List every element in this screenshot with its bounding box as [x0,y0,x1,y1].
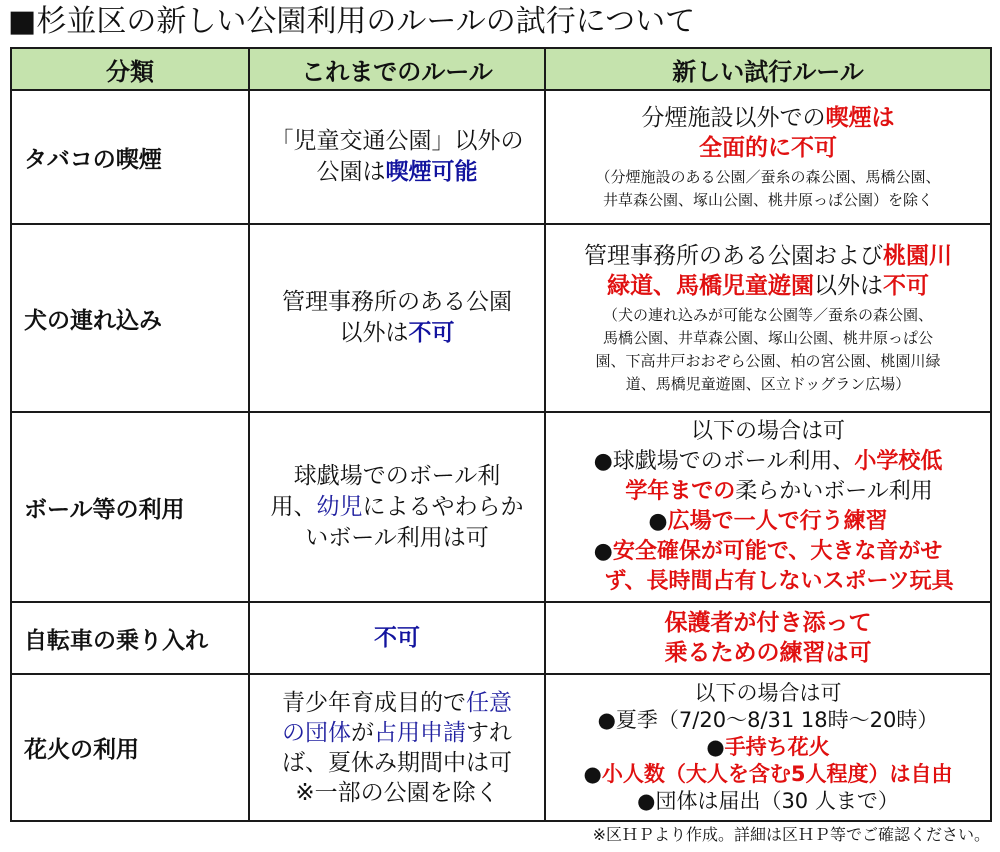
old-rule-text: いボール利用は可 [305,524,489,551]
highlight-text: 全面的に不可 [699,134,837,161]
new-rule-text: 管理事務所のある公園および [584,242,883,269]
old-rule-text: 用、 [270,493,317,520]
bullet-item [552,537,984,567]
highlight-text: 喫煙可能 [385,159,478,185]
new-rule-heading: 以下の場合は可 [690,419,845,444]
old-rule-cell [249,412,545,602]
highlight-text: 小人数（大人を含む5人程度）は自由 [601,762,953,786]
old-rule-line [258,688,536,718]
old-rule-cell [249,674,545,821]
old-rule-text: が [351,719,374,746]
bullet-text: ●球戯場でのボール利用、 [593,449,855,474]
new-rule-cell [545,674,991,821]
old-rule-cell [249,602,545,674]
new-rule-text: 分煙施設以外での [641,104,826,131]
new-rule-cell [545,224,991,412]
highlight-text: 任意 [466,689,512,716]
old-rule-text: 以外は [339,320,409,346]
bullet-item: ●夏季（7/20～8/31 18時～20時） [597,708,939,732]
header-old-rules: これまでのルール [249,48,545,90]
old-rule-text: ※一部の公園を除く [295,779,499,806]
note-text [552,304,984,396]
note-text [552,166,984,212]
table-row-smoking [11,90,991,224]
new-rule-heading: 以下の場合は可 [694,681,842,705]
old-rule-text: によるやわらか [362,493,524,520]
bullet-item [552,734,984,761]
highlight-text: 小学校低 [854,449,943,474]
old-rule-text: 管理事務所のある公園 [282,289,512,315]
highlight-text: 幼児 [316,493,363,520]
bullet-mark: ● [593,539,613,564]
bullet-mark: ● [648,509,668,534]
category-cell: タバコの喫煙 [11,90,249,224]
note-line: （犬の連れ込みが可能な公園等／蚕糸の森公園、 [602,305,933,324]
highlight-text: 学年までの [625,479,736,504]
highlight-text: 不可 [374,624,420,651]
bullet-item [552,507,984,537]
table-row-ball [11,412,991,602]
old-rule-text: 「児童交通公園」以外の [270,128,524,154]
table-row-dogs [11,224,991,412]
highlight-text: 桃園川 [883,242,952,269]
note-line: 馬橋公園、井草森公園、塚山公園、桃井原っぱ公 [602,328,933,347]
page-title: ■杉並区の新しい公園利用のルールの試行について [8,4,696,39]
rules-table [10,47,992,822]
old-rule-text: 球戯場でのボール利 [293,462,501,489]
highlight-text: 広場で一人で行う練習 [667,509,888,534]
bullet-mark: ● [583,762,602,786]
bullet-item: ●団体は届出（30 人まで） [637,789,899,813]
old-rule-line [258,718,536,748]
bullet-mark: ● [706,735,725,759]
highlight-text: 乗るための練習は可 [664,640,872,666]
source-footnote: ※区ＨＰより作成。詳細は区ＨＰ等でご確認ください。 [592,825,990,844]
new-rule-cell [545,602,991,674]
bullet-item-cont [552,477,984,507]
highlight-text: 占用申請 [374,719,466,746]
old-rule-text: 公園は [316,159,386,185]
category-cell: 犬の連れ込み [11,224,249,412]
note-line: 井草森公園、塚山公園、桃井原っぱ公園）を除く [602,190,933,209]
header-category: 分類 [11,48,249,90]
old-rule-cell [249,224,545,412]
new-rule-cell [545,90,991,224]
highlight-text: 安全確保が可能で、大きな音がせ [612,539,943,564]
category-cell: 花火の利用 [11,674,249,821]
old-rule-text: 青少年育成目的で [282,689,466,716]
highlight-text: 喫煙は [825,104,895,131]
old-rule-cell [249,90,545,224]
highlight-text: の団体 [282,719,351,746]
note-line: 道、馬橋児童遊園、区立ドッグラン広場） [625,374,911,393]
old-rule-text: すれ [466,719,512,746]
bullet-item [552,761,984,788]
bullet-text: 柔らかいボール利用 [735,479,933,504]
highlight-text: 不可 [408,320,455,346]
highlight-text: 不可 [883,272,929,299]
highlight-text: ず、長時間占有しないスポーツ玩具 [604,569,954,594]
header-new-rules: 新しい試行ルール [545,48,991,90]
highlight-text: 保護者が付き添って [664,610,872,636]
new-rule-text: 以外は [814,272,883,299]
note-line: 園、下高井戸おおぞら公園、柏の宮公園、桃園川緑 [595,351,941,370]
highlight-text: 緑道、馬橋児童遊園 [607,272,814,299]
new-rule-cell [545,412,991,602]
category-cell: ボール等の利用 [11,412,249,602]
note-line: （分煙施設のある公園／蚕糸の森公園、馬橋公園、 [595,167,941,186]
table-row-bicycle [11,602,991,674]
category-cell: 自転車の乗り入れ [11,602,249,674]
old-rule-text: ば、夏休み期間中は可 [282,749,512,776]
table-row-fireworks [11,674,991,821]
table-header-row [11,48,991,90]
highlight-text: 手持ち花火 [724,735,830,759]
bullet-item [552,447,984,477]
